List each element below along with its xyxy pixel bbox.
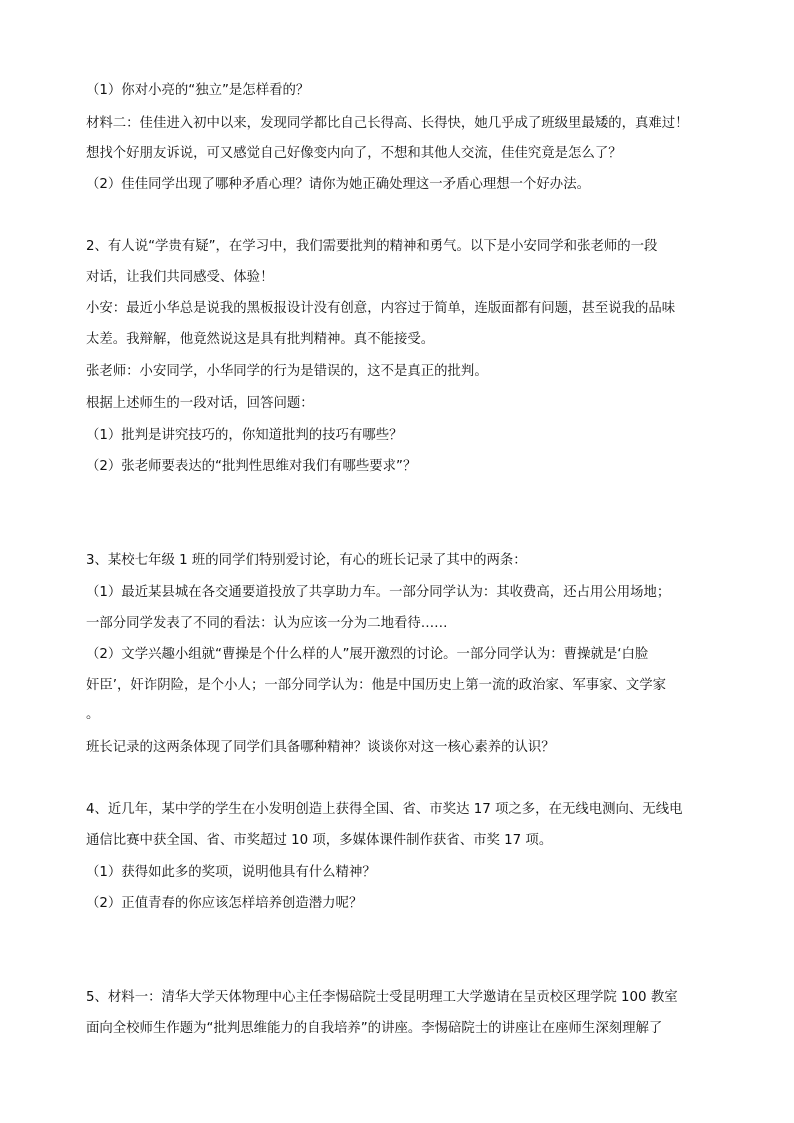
s5-line-2: 面向全校师生作题为“批判思维能力的自我培养”的讲座。李惕碚院士的讲座让在座师生深刻理解了 (86, 1021, 663, 1036)
s5-line-1: 5、材料一：清华大学天体物理中心主任李惕碚院士受昆明理工大学邀请在呈贡校区理学院 100 教室 (86, 990, 678, 1005)
s2-xiaoan-line-1: 小安：最近小华总是说我的黑板报设计没有创意，内容过于简单，连版面都有问题，甚至说我的品味 (86, 301, 676, 316)
s2-prompt: 根据上述师生的一段对话，回答问题： (86, 396, 314, 411)
s4-intro-line-1: 4、近几年，某中学的学生在小发明创造上获得全国、省、市奖达 17 项之多，在无线电测向、无线电 (86, 802, 683, 817)
s1-material-2-line-2: 想找个好朋友诉说，可又感觉自己好像变内向了，不想和其他人交流，佳佳究竟是怎么了？ (86, 146, 622, 161)
s4-question-1: （1）获得如此多的奖项，说明他具有什么精神？ (86, 865, 376, 880)
s2-teacher-line: 张老师：小安同学，小华同学的行为是错误的，这不是真正的批判。 (86, 364, 488, 379)
s2-intro-line-2: 对话，让我们共同感受、体验！ (86, 270, 274, 285)
s3-item-2-line-3: 。 (86, 707, 100, 722)
s3-intro: 3、某校七年级 1 班的同学们特别爱讨论，有心的班长记录了其中的两条： (86, 553, 527, 568)
s1-question-1: （1）你对小亮的“独立”是怎样看的？ (86, 83, 310, 98)
s3-item-1-line-1: （1）最近某县城在各交通要道投放了共享助力车。一部分同学认为：其收费高，还占用公用场地； (86, 585, 671, 600)
s4-intro-line-2: 通信比赛中获全国、省、市奖超过 10 项，多媒体课件制作获省、市奖 17 项。 (86, 833, 553, 848)
s2-question-1: （1）批判是讲究技巧的，你知道批判的技巧有哪些？ (86, 428, 403, 443)
s3-item-2-line-1: （2）文学兴趣小组就“曹操是个什么样的人”展开激烈的讨论。一部分同学认为：曹操就是‘白脸 (86, 647, 649, 662)
s2-intro-line-1: 2、有人说“学贵有疑”，在学习中，我们需要批判的精神和勇气。以下是小安同学和张老师的一段 (86, 239, 658, 254)
s4-question-2: （2）正值青春的你应该怎样培养创造潜力呢？ (86, 896, 363, 911)
s2-xiaoan-line-2: 太差。我辩解，他竟然说这是具有批判精神。真不能接受。 (86, 332, 435, 347)
s2-question-2: （2）张老师要表达的“批判性思维对我们有哪些要求”？ (86, 459, 417, 474)
s1-question-2: （2）佳佳同学出现了哪种矛盾心理？请你为她正确处理这一矛盾心理想一个好办法。 (86, 177, 590, 192)
s3-item-2-line-2: 奸臣’，奸诈阴险，是个小人；一部分同学认为：他是中国历史上第一流的政治家、军事家、文学家 (86, 678, 667, 693)
s3-question: 班长记录的这两条体现了同学们具备哪种精神？谈谈你对这一核心素养的认识？ (86, 740, 555, 755)
s3-item-1-line-2: 一部分同学发表了不同的看法：认为应该一分为二地看待…… (86, 616, 448, 631)
s1-material-2-line-1: 材料二：佳佳进入初中以来，发现同学都比自己长得高、长得快，她几乎成了班级里最矮的，真难过！ (86, 116, 689, 131)
